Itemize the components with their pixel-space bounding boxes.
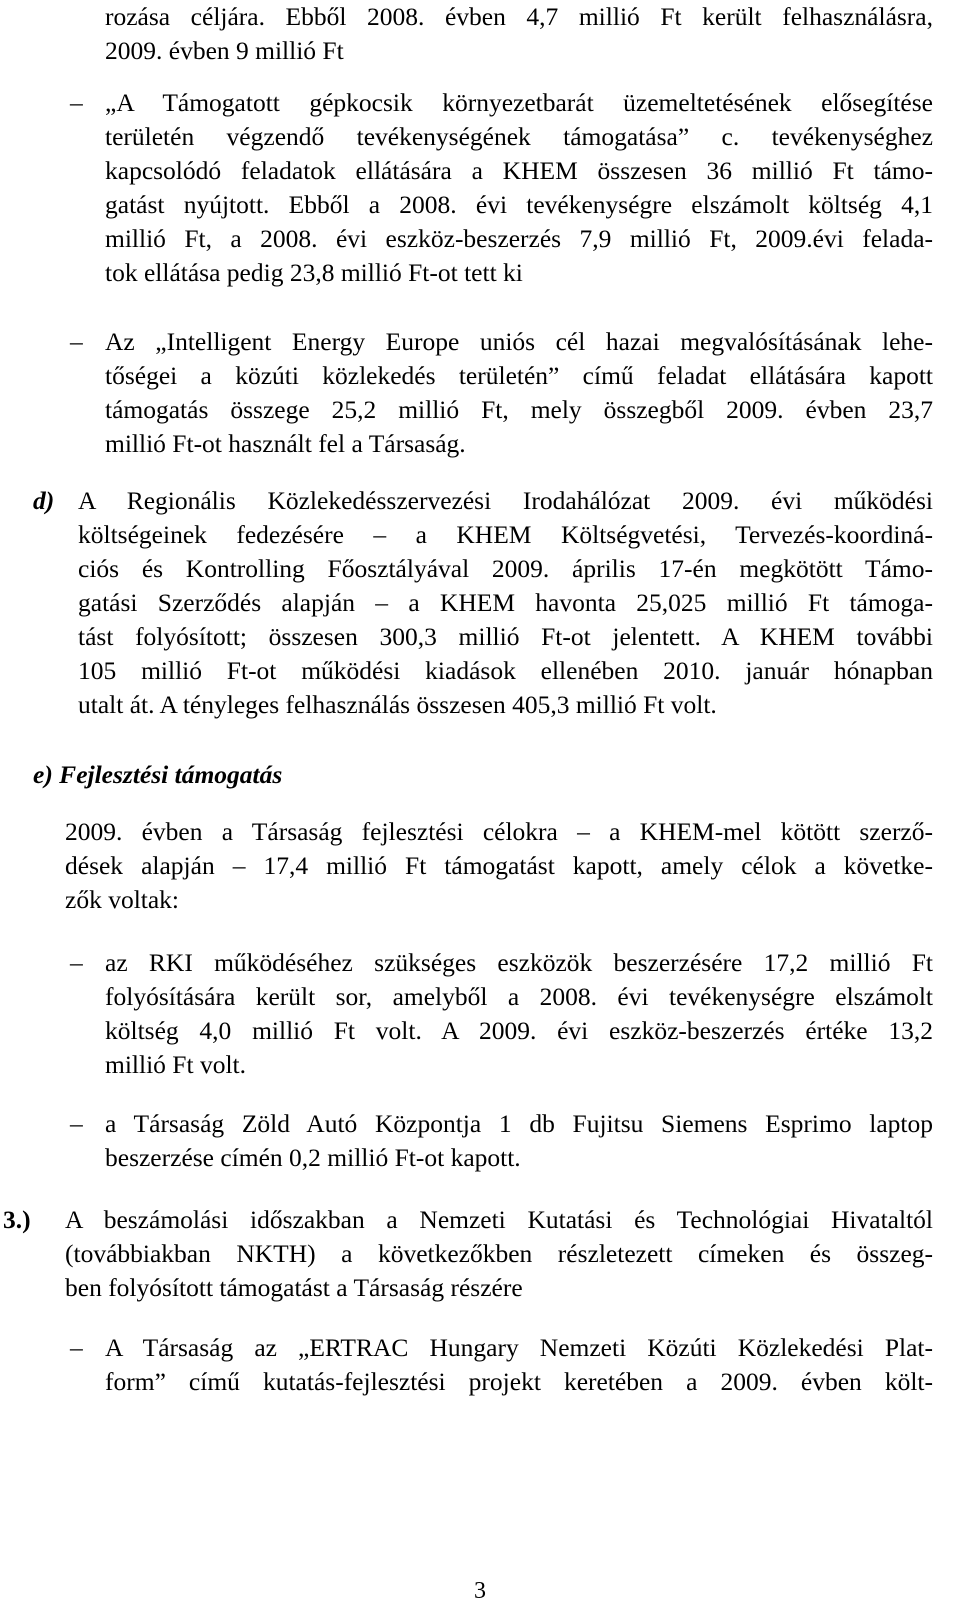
text-line: költségeinek fedezésére – a KHEM Költségvetési, Tervezés-koordiná-	[78, 520, 933, 549]
text-line: 2009. évben 9 millió Ft	[105, 36, 344, 65]
text-line: zők voltak:	[65, 885, 180, 914]
dash-bullet: –	[70, 948, 83, 977]
text-line: támogatás összege 25,2 millió Ft, mely összegből 2009. évben 23,7	[105, 395, 933, 424]
item-d-paragraph	[78, 484, 933, 722]
text-line: „A Támogatott gépkocsik környezetbarát üzemeltetésének elősegítése	[105, 88, 933, 117]
dash-bullet: –	[70, 327, 83, 356]
bullet-laptop	[105, 1107, 933, 1175]
item-3-paragraph	[65, 1203, 933, 1305]
text-line: ben folyósított támogatást a Társaság részére	[65, 1273, 523, 1302]
text-line: tőségei a közúti közlekedés területén” című feladat ellátására kapott	[105, 361, 933, 390]
text-line: gatást nyújtott. Ebből a 2008. évi tevékenységre elszámolt költség 4,1	[105, 190, 933, 219]
text-line: beszerzése címén 0,2 millió Ft-ot kapott.	[105, 1143, 521, 1172]
bullet-car-support	[105, 86, 933, 290]
page-number: 3	[474, 1578, 486, 1604]
text-line: (továbbiakban NKTH) a következőkben részletezett címeken és összeg-	[65, 1239, 933, 1268]
item-marker-d: d)	[33, 486, 55, 515]
item-number-3: 3.)	[3, 1205, 31, 1234]
bullet-ertrac	[105, 1331, 933, 1399]
section-heading-e: e) Fejlesztési támogatás	[33, 760, 283, 789]
text-line: rozása céljára. Ebből 2008. évben 4,7 millió Ft került felhasználásra,	[105, 2, 933, 31]
text-line: utalt át. A tényleges felhasználás összesen 405,3 millió Ft volt.	[78, 690, 717, 719]
text-line: kapcsolódó feladatok ellátására a KHEM összesen 36 millió Ft támo-	[105, 156, 933, 185]
text-line: 2009. évben a Társaság fejlesztési célokra – a KHEM-mel kötött szerző-	[65, 817, 933, 846]
text-line: dések alapján – 17,4 millió Ft támogatást kapott, amely célok a követke-	[65, 851, 933, 880]
text-line: form” című kutatás-fejlesztési projekt keretében a 2009. évben költ-	[105, 1367, 933, 1396]
text-line: ciós és Kontrolling Főosztályával 2009. április 17-én megkötött Támo-	[78, 554, 933, 583]
text-line: millió Ft-ot használt fel a Társaság.	[105, 429, 466, 458]
text-line: A Társaság az „ERTRAC Hungary Nemzeti Közúti Közlekedési Plat-	[105, 1333, 933, 1362]
text-line: területén végzendő tevékenységének támogatása” c. tevékenységhez	[105, 122, 933, 151]
text-line: millió Ft, a 2008. évi eszköz-beszerzés 7,9 millió Ft, 2009.évi felada-	[105, 224, 933, 253]
text-line: tok ellátása pedig 23,8 millió Ft-ot tett ki	[105, 258, 523, 287]
text-line: a Társaság Zöld Autó Központja 1 db Fujitsu Siemens Esprimo laptop	[105, 1109, 933, 1138]
text-line: folyósítására került sor, amelyből a 2008. évi tevékenységre elszámolt	[105, 982, 933, 1011]
text-line: költség 4,0 millió Ft volt. A 2009. évi eszköz-beszerzés értéke 13,2	[105, 1016, 933, 1045]
text-line: tást folyósított; összesen 300,3 millió Ft-ot jelentett. A KHEM további	[78, 622, 933, 651]
text-line: millió Ft volt.	[105, 1050, 246, 1079]
bullet-rki	[105, 946, 933, 1082]
bullet-iee	[105, 325, 933, 461]
dash-bullet: –	[70, 88, 83, 117]
text-line: gatási Szerződés alapján – a KHEM havonta 25,025 millió Ft támoga-	[78, 588, 933, 617]
text-line: A Regionális Közlekedésszervezési Irodahálózat 2009. évi működési	[78, 486, 933, 515]
paragraph-top	[105, 0, 933, 68]
text-line: 105 millió Ft-ot működési kiadások ellenében 2010. január hónapban	[78, 656, 933, 685]
text-line: Az „Intelligent Energy Europe uniós cél hazai megvalósításának lehe-	[105, 327, 933, 356]
item-e-paragraph	[65, 815, 933, 917]
dash-bullet: –	[70, 1109, 83, 1138]
dash-bullet: –	[70, 1333, 83, 1362]
text-line: A beszámolási időszakban a Nemzeti Kutatási és Technológiai Hivataltól	[65, 1205, 933, 1234]
text-line: az RKI működéséhez szükséges eszközök beszerzésére 17,2 millió Ft	[105, 948, 933, 977]
